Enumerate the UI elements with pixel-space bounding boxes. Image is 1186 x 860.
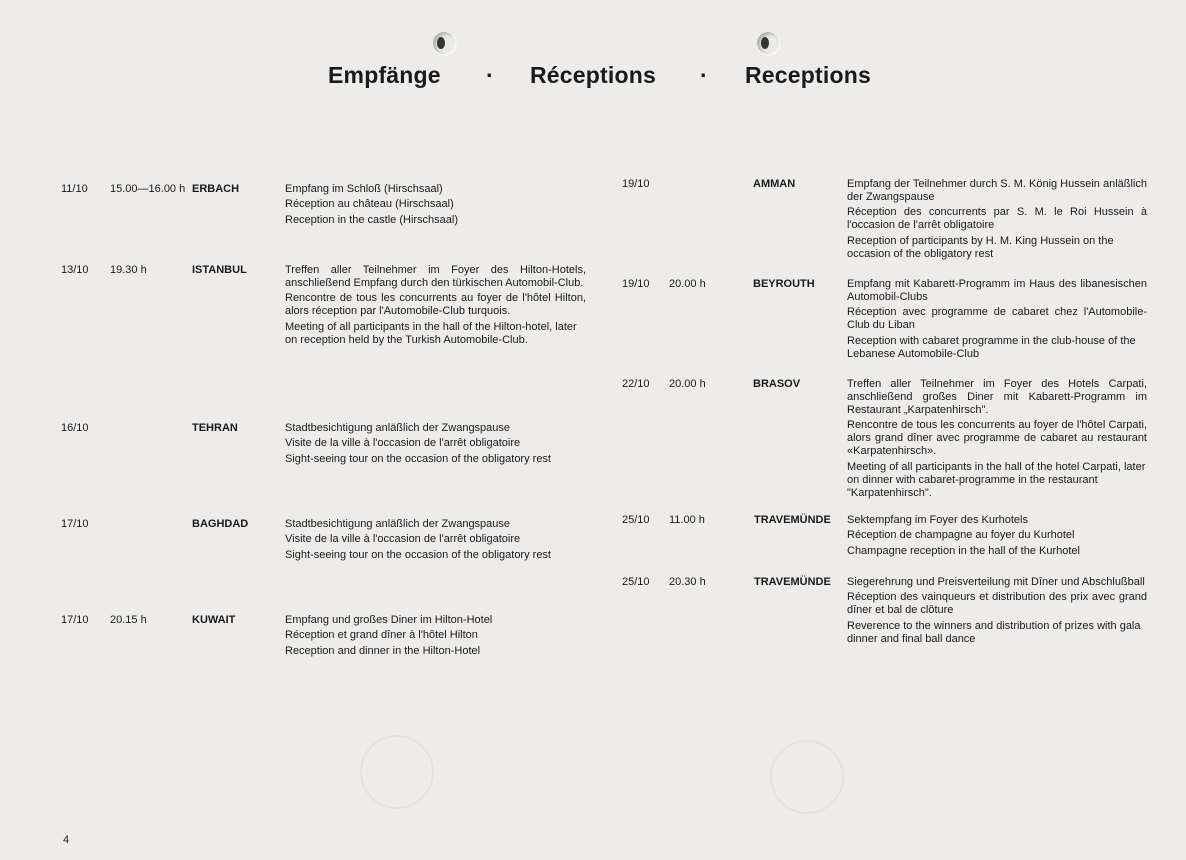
- heading-english: Receptions: [745, 62, 871, 88]
- entry-city: BAGHDAD: [192, 518, 249, 530]
- entry-city: ERBACH: [192, 183, 240, 195]
- heading-french: Réceptions: [530, 62, 656, 88]
- entry-description: [285, 183, 586, 229]
- page-number: 4: [63, 834, 70, 846]
- entry-text-de: Empfang und großes Diner im Hilton-Hotel: [285, 614, 493, 626]
- entry-city: TEHRAN: [192, 422, 238, 434]
- entry-description: [847, 576, 1147, 648]
- entry-text-en: Champagne reception in the hall of the Kurhotel: [847, 544, 1080, 557]
- entry-city: TRAVEMÜNDE: [754, 576, 831, 588]
- entry-text-de: Empfang mit Kabarett-Programm im Haus des libanesischen Automobil-Clubs: [847, 278, 1147, 303]
- heading-separator-1: ·: [486, 62, 494, 88]
- entry-description: [285, 614, 586, 660]
- entry-description: [847, 378, 1147, 502]
- entry-text-fr: Visite de la ville à l'occasion de l'arrêt obligatoire: [285, 437, 521, 450]
- binder-hole-right: [757, 32, 779, 54]
- entry-text-de: Stadtbesichtigung anläßlich der Zwangspause: [285, 422, 511, 434]
- entry-text-de: Treffen aller Teilnehmer im Foyer des Hotels Carpati, anschließend großes Diner mit Kabarett-Programm im Restaurant „Karpatenhirsch".: [847, 378, 1147, 416]
- entry-text-de: Treffen aller Teilnehmer im Foyer des Hilton-Hotels, anschließend Empfang durch den türkischen Automobil-Club.: [285, 264, 586, 289]
- entry-city: TRAVEMÜNDE: [754, 514, 831, 526]
- entry-description: [285, 518, 586, 564]
- entry-date: 25/10: [622, 576, 650, 588]
- entry-text-en: Reception with cabaret programme in the club-house of the Lebanese Automobile-Club: [847, 334, 1136, 360]
- entry-time: 20.15 h: [110, 614, 147, 626]
- show-through-circle-right: [770, 740, 844, 814]
- entry-time: 20.00 h: [669, 378, 706, 390]
- entry-text-fr: Réception et grand dîner à l'hôtel Hilton: [285, 629, 478, 642]
- entry-time: 20.00 h: [669, 278, 706, 290]
- entry-date: 19/10: [622, 178, 650, 190]
- entry-text-fr: Réception au château (Hirschsaal): [285, 198, 454, 211]
- show-through-circle-left: [360, 735, 434, 809]
- heading-german: Empfänge: [328, 62, 441, 88]
- entry-date: 13/10: [61, 264, 89, 276]
- entry-text-fr: Visite de la ville à l'occasion de l'arrêt obligatoire: [285, 533, 521, 546]
- entry-city: KUWAIT: [192, 614, 236, 626]
- entry-text-en: Sight-seeing tour on the occasion of the obligatory rest: [285, 452, 551, 465]
- entry-time: 20.30 h: [669, 576, 706, 588]
- entry-text-en: Reception and dinner in the Hilton-Hotel: [285, 644, 481, 657]
- entry-description: [285, 264, 586, 349]
- entry-text-fr: Réception des concurrents par S. M. le Roi Hussein à l'occasion de l'arrêt obligatoire: [847, 206, 1147, 232]
- entry-text-de: Empfang im Schloß (Hirschsaal): [285, 183, 443, 195]
- entry-date: 25/10: [622, 514, 650, 526]
- entry-text-fr: Réception avec programme de cabaret chez l'Automobile-Club du Liban: [847, 306, 1147, 332]
- binder-hole-left: [433, 32, 455, 54]
- entry-time: 15.00—16.00 h: [110, 183, 186, 195]
- entry-text-de: Empfang der Teilnehmer durch S. M. König Hussein anläßlich der Zwangspause: [847, 178, 1148, 203]
- entry-text-fr: Réception de champagne au foyer du Kurhotel: [847, 529, 1075, 542]
- entry-text-fr: Rencontre de tous les concurrents au foyer de l'hôtel Hilton, alors réception par l'Automobile-Club turquois.: [285, 292, 586, 318]
- entry-text-fr: Rencontre de tous les concurrents au foyer de l'hôtel Carpati, alors grand dîner avec programme de cabaret au restaurant «Karpatenhirsch».: [847, 419, 1147, 458]
- entry-date: 19/10: [622, 278, 650, 290]
- entry-description: [847, 514, 1147, 560]
- entry-text-en: Reception in the castle (Hirschsaal): [285, 213, 459, 226]
- entry-date: 16/10: [61, 422, 89, 434]
- entry-time: 11.00 h: [669, 514, 705, 526]
- entry-text-en: Meeting of all participants in the hall of the Hilton-hotel, later on reception held by the Turkish Automobile-Club.: [285, 320, 577, 346]
- entry-city: ISTANBUL: [192, 264, 247, 276]
- entry-city: AMMAN: [753, 178, 796, 190]
- entry-city: BRASOV: [753, 378, 801, 390]
- entry-text-de: Siegerehrung und Preisverteilung mit Dîner und Abschlußball: [847, 576, 1145, 588]
- entry-text-en: Reception of participants by H. M. King Hussein on the occasion of the obligatory rest: [847, 234, 1114, 260]
- entry-text-en: Meeting of all participants in the hall of the hotel Carpati, later on dinner with cabaret-programme in the restaurant "Karpatenhirsch".: [847, 460, 1146, 499]
- entry-date: 17/10: [61, 518, 89, 530]
- entry-date: 22/10: [622, 378, 650, 390]
- entry-description: [285, 422, 586, 468]
- heading-separator-2: ·: [700, 62, 708, 88]
- entry-time: 19.30 h: [110, 264, 147, 276]
- entry-text-de: Sektempfang im Foyer des Kurhotels: [847, 514, 1028, 526]
- entry-text-en: Sight-seeing tour on the occasion of the obligatory rest: [285, 548, 551, 561]
- entry-text-en: Reverence to the winners and distribution of prizes with gala dinner and final ball dance: [847, 619, 1141, 645]
- entry-description: [847, 178, 1147, 263]
- entry-text-fr: Réception des vainqueurs et distribution des prix avec grand dîner et bal de clôture: [847, 591, 1147, 617]
- entry-date: 17/10: [61, 614, 89, 626]
- entry-description: [847, 278, 1147, 363]
- page-heading: [0, 58, 1186, 94]
- entry-text-de: Stadtbesichtigung anläßlich der Zwangspause: [285, 518, 511, 530]
- entry-city: BEYROUTH: [753, 278, 815, 290]
- entry-date: 11/10: [61, 183, 88, 195]
